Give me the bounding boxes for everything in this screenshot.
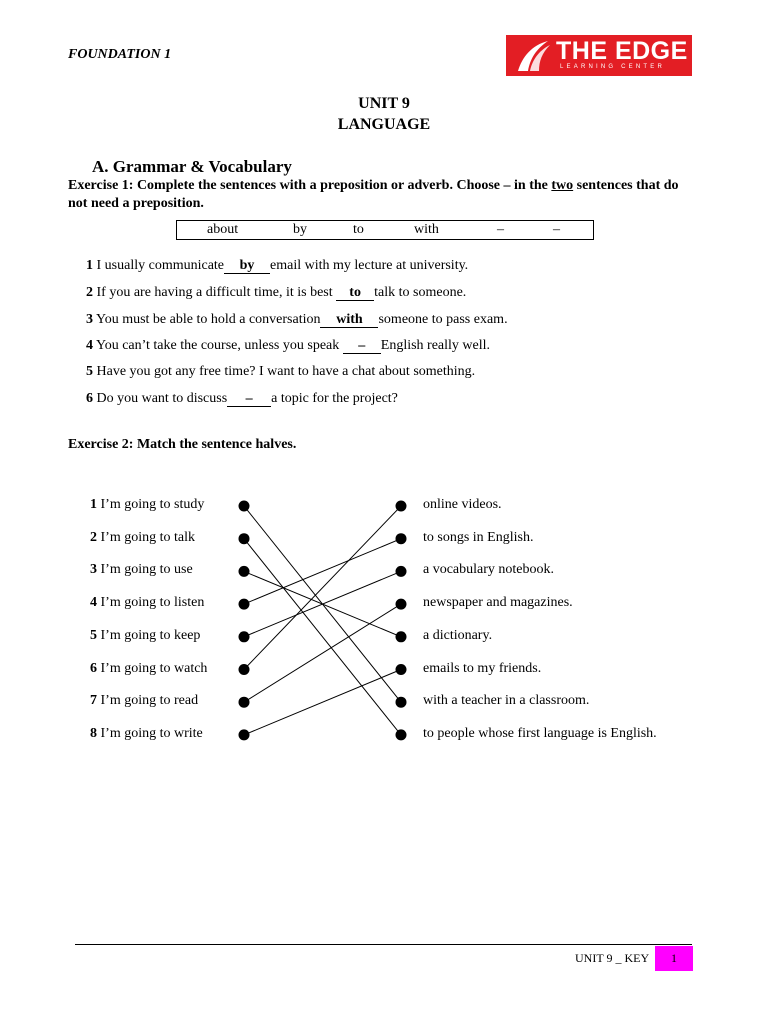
right-dot	[396, 631, 407, 642]
left-dot	[239, 631, 250, 642]
unit-topic: LANGUAGE	[337, 116, 431, 133]
word-box-item: to	[353, 222, 364, 237]
word-box-item: –	[553, 222, 560, 237]
right-half-2: to songs in English.	[423, 529, 534, 545]
sentence-3: 3 You must be able to hold a conversation with someone to pass exam.	[86, 312, 508, 327]
right-half-8: to people whose first language is English.	[423, 725, 657, 741]
right-half-4: newspaper and magazines.	[423, 595, 573, 611]
answer-blank: –	[343, 338, 381, 354]
logo-title: THE EDGE	[556, 37, 688, 65]
exercise2-instruction: Exercise 2: Match the sentence halves.	[68, 437, 297, 452]
right-dot	[396, 697, 407, 708]
right-dot	[396, 566, 407, 577]
sentence-5: 5 Have you got any free time? I want to have a chat about something.	[86, 364, 476, 379]
left-dot	[239, 599, 250, 610]
page-number: 1	[655, 946, 693, 971]
left-dot	[239, 566, 250, 577]
course-label: FOUNDATION 1	[68, 47, 172, 62]
unit-title: UNIT 9	[358, 95, 410, 112]
word-box-item: with	[414, 222, 439, 237]
answer-blank: –	[227, 391, 271, 407]
sentence-6: 6 Do you want to discuss – a topic for the project?	[86, 391, 398, 406]
left-half-1: 1 I’m going to study	[90, 497, 205, 512]
left-half-5: 5 I’m going to keep	[90, 627, 201, 643]
left-dot	[239, 729, 250, 740]
match-line	[244, 539, 401, 604]
answer-blank: by	[224, 258, 270, 274]
right-dot	[396, 729, 407, 740]
word-box-item: –	[497, 222, 504, 237]
left-half-8: 8 I’m going to write	[90, 725, 203, 741]
left-dot	[239, 501, 250, 512]
logo-subtitle: LEARNING CENTER	[560, 64, 666, 70]
match-line	[244, 604, 401, 702]
left-dot	[239, 664, 250, 675]
right-half-5: a dictionary.	[423, 627, 493, 643]
left-half-3: 3 I’m going to use	[90, 562, 193, 578]
sentence-4: 4 You can’t take the course, unless you speak – English really well.	[86, 338, 491, 353]
word-box-item: about	[207, 222, 239, 237]
footer-label: UNIT 9 _ KEY	[575, 951, 650, 965]
right-half-7: with a teacher in a classroom.	[423, 693, 590, 709]
right-dot	[396, 664, 407, 675]
right-half-1: online videos.	[423, 497, 502, 512]
right-half-3: a vocabulary notebook.	[423, 562, 555, 578]
left-dot	[239, 533, 250, 544]
left-half-4: 4 I’m going to listen	[90, 595, 205, 611]
match-line	[244, 539, 401, 735]
right-dot	[396, 501, 407, 512]
right-dot	[396, 599, 407, 610]
sentence-1: 1 I usually communicate by email with my lecture at university.	[86, 258, 469, 273]
right-half-6: emails to my friends.	[423, 660, 542, 676]
word-box-item: by	[293, 222, 307, 237]
match-line	[244, 506, 401, 670]
footer-divider	[75, 944, 692, 945]
left-half-2: 2 I’m going to talk	[90, 529, 195, 545]
left-dot	[239, 697, 250, 708]
right-dot	[396, 533, 407, 544]
exercise1-instruction: Exercise 1: Complete the sentences with a preposition or adverb. Choose – in the two sentences that do not need a preposition.	[68, 178, 679, 211]
answer-blank: with	[320, 312, 378, 328]
answer-blank: to	[336, 285, 374, 301]
section-heading: A. Grammar & Vocabulary	[92, 157, 292, 176]
left-half-6: 6 I’m going to watch	[90, 660, 208, 676]
match-line	[244, 670, 401, 735]
left-half-7: 7 I’m going to read	[90, 693, 199, 709]
sentence-2: 2 If you are having a difficult time, it is best to talk to someone.	[86, 285, 467, 300]
